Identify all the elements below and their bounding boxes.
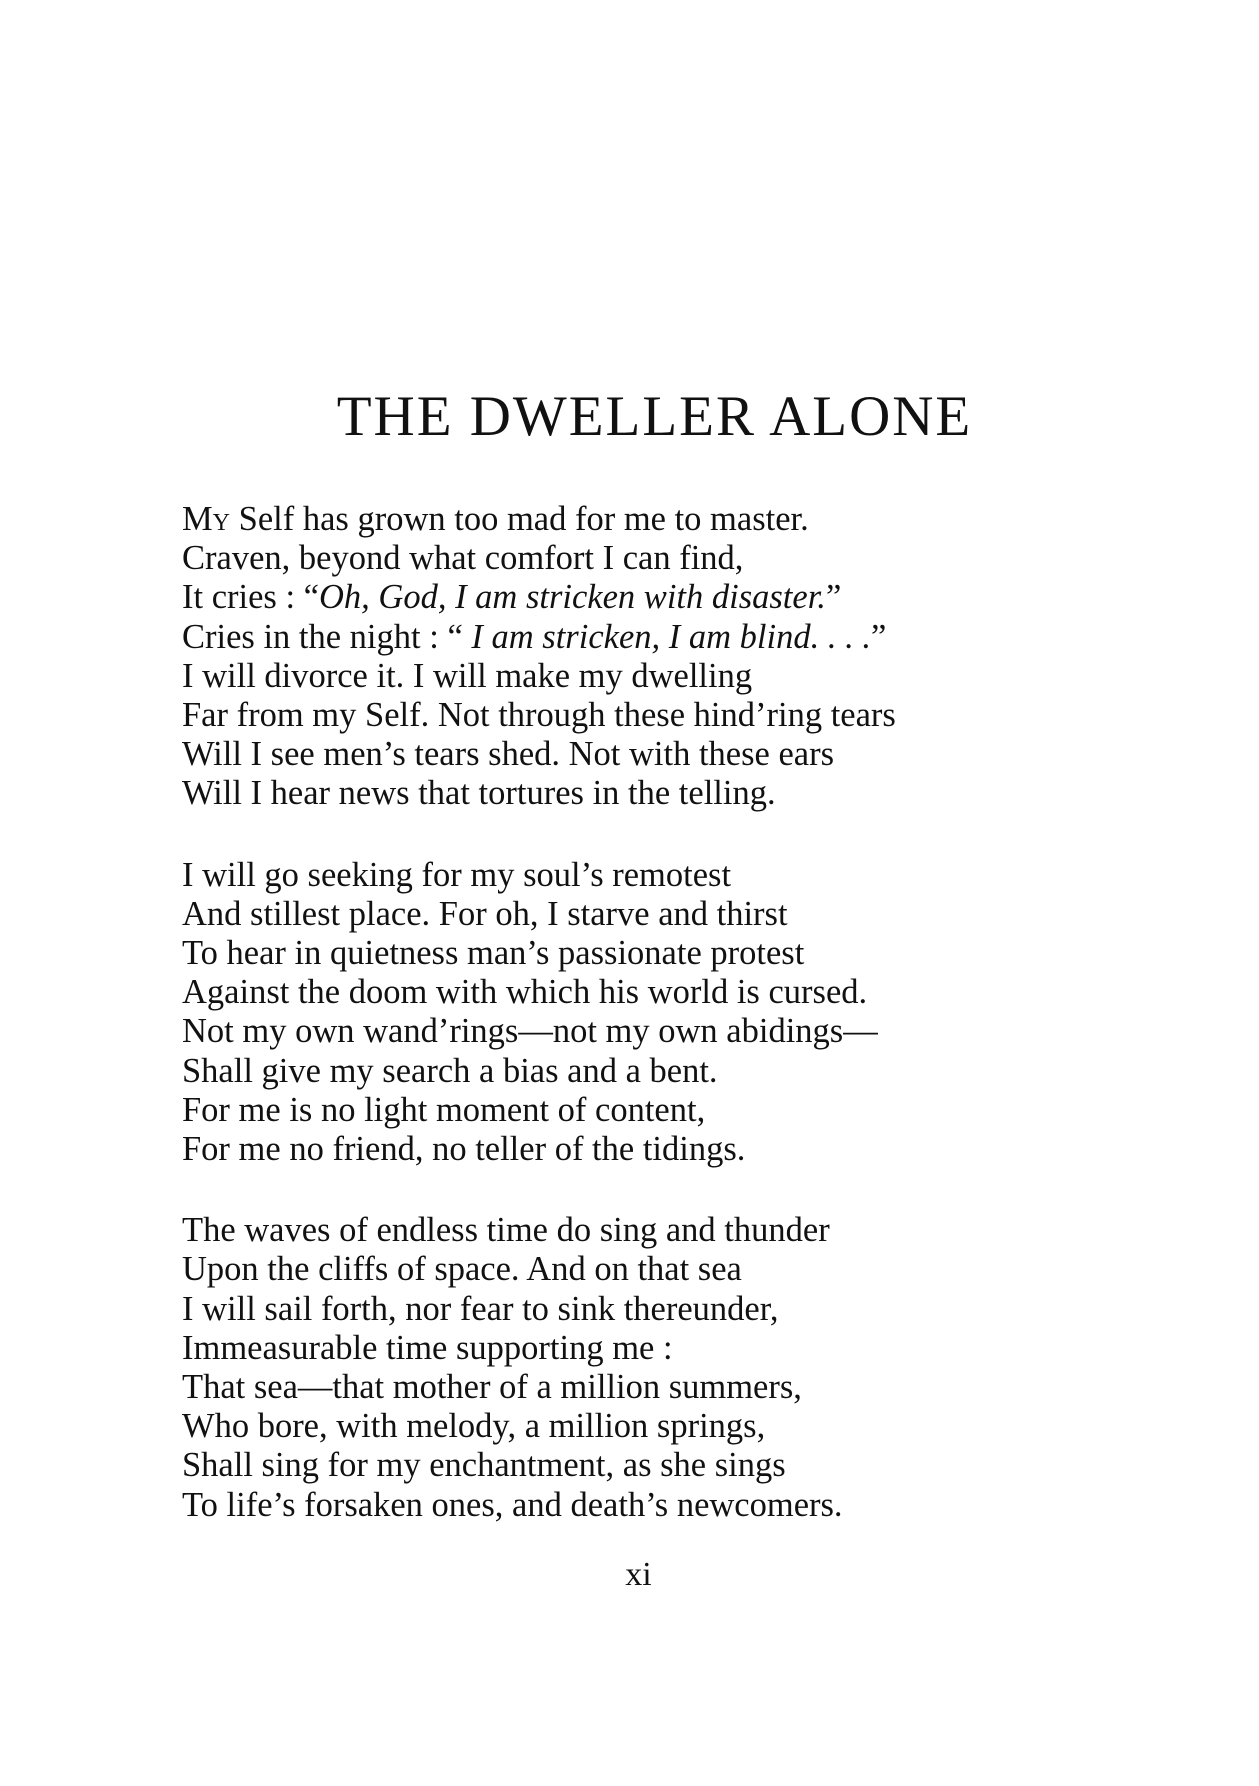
poem-line: That sea—that mother of a million summers, [182,1368,802,1407]
italic-quote: I am stricken, I am blind. . . . [462,617,871,656]
line-text: Cries in the night : “ [182,617,463,656]
page-number: xi [625,1556,652,1593]
poem-body [182,500,1182,1567]
poem-line: Not my own wand’rings—not my own abidings— [182,1012,878,1051]
poem-line: Against the doom with which his world is cursed. [182,973,868,1012]
poem-line: And stillest place. For oh, I starve and thirst [182,894,788,933]
line-text: ” [870,617,887,656]
poem-line: To hear in quietness man’s passionate protest [182,934,805,973]
poem-line: I will sail forth, nor fear to sink thereunder, [182,1289,779,1328]
poem-line: I will go seeking for my soul’s remotest [182,855,732,894]
poem-title: THE DWELLER ALONE [336,385,973,448]
stanza-1 [182,500,1182,814]
poem-line: To life’s forsaken ones, and death’s newcomers. [182,1485,843,1524]
stanza-3 [182,1211,1182,1525]
line-text: It cries : “ [182,578,319,617]
poem-line: I will divorce it. I will make my dwelling [182,656,753,695]
stanza-2 [182,856,1182,1170]
poem-line: For me is no light moment of content, [182,1090,706,1129]
poem-line: Craven, beyond what comfort I can find, [182,539,744,578]
poem-line [182,618,1182,657]
poem-line [182,500,1182,539]
poem-line: Far from my Self. Not through these hind’ring tears [182,696,896,735]
poem-line: The waves of endless time do sing and thunder [182,1211,830,1250]
poem-line: Shall give my search a bias and a bent. [182,1051,718,1090]
poem-line: Will I see men’s tears shed. Not with these ears [182,735,835,774]
poem-line: Upon the cliffs of space. And on that sea [182,1250,742,1289]
poem-line [182,578,1182,617]
poem-line: Immeasurable time supporting me : [182,1328,673,1367]
poem-line: Shall sing for my enchantment, as she sings [182,1446,786,1485]
line-text: ” [825,578,842,617]
poem-line: Will I hear news that tortures in the telling. [182,774,776,813]
italic-quote: Oh, God, I am stricken with disaster. [318,578,826,617]
line-text: Self has grown too mad for me to master. [230,500,809,538]
drop-word: My [182,500,231,538]
poem-line: For me no friend, no teller of the tidings. [182,1130,746,1169]
poem-line: Who bore, with melody, a million springs, [182,1407,766,1446]
